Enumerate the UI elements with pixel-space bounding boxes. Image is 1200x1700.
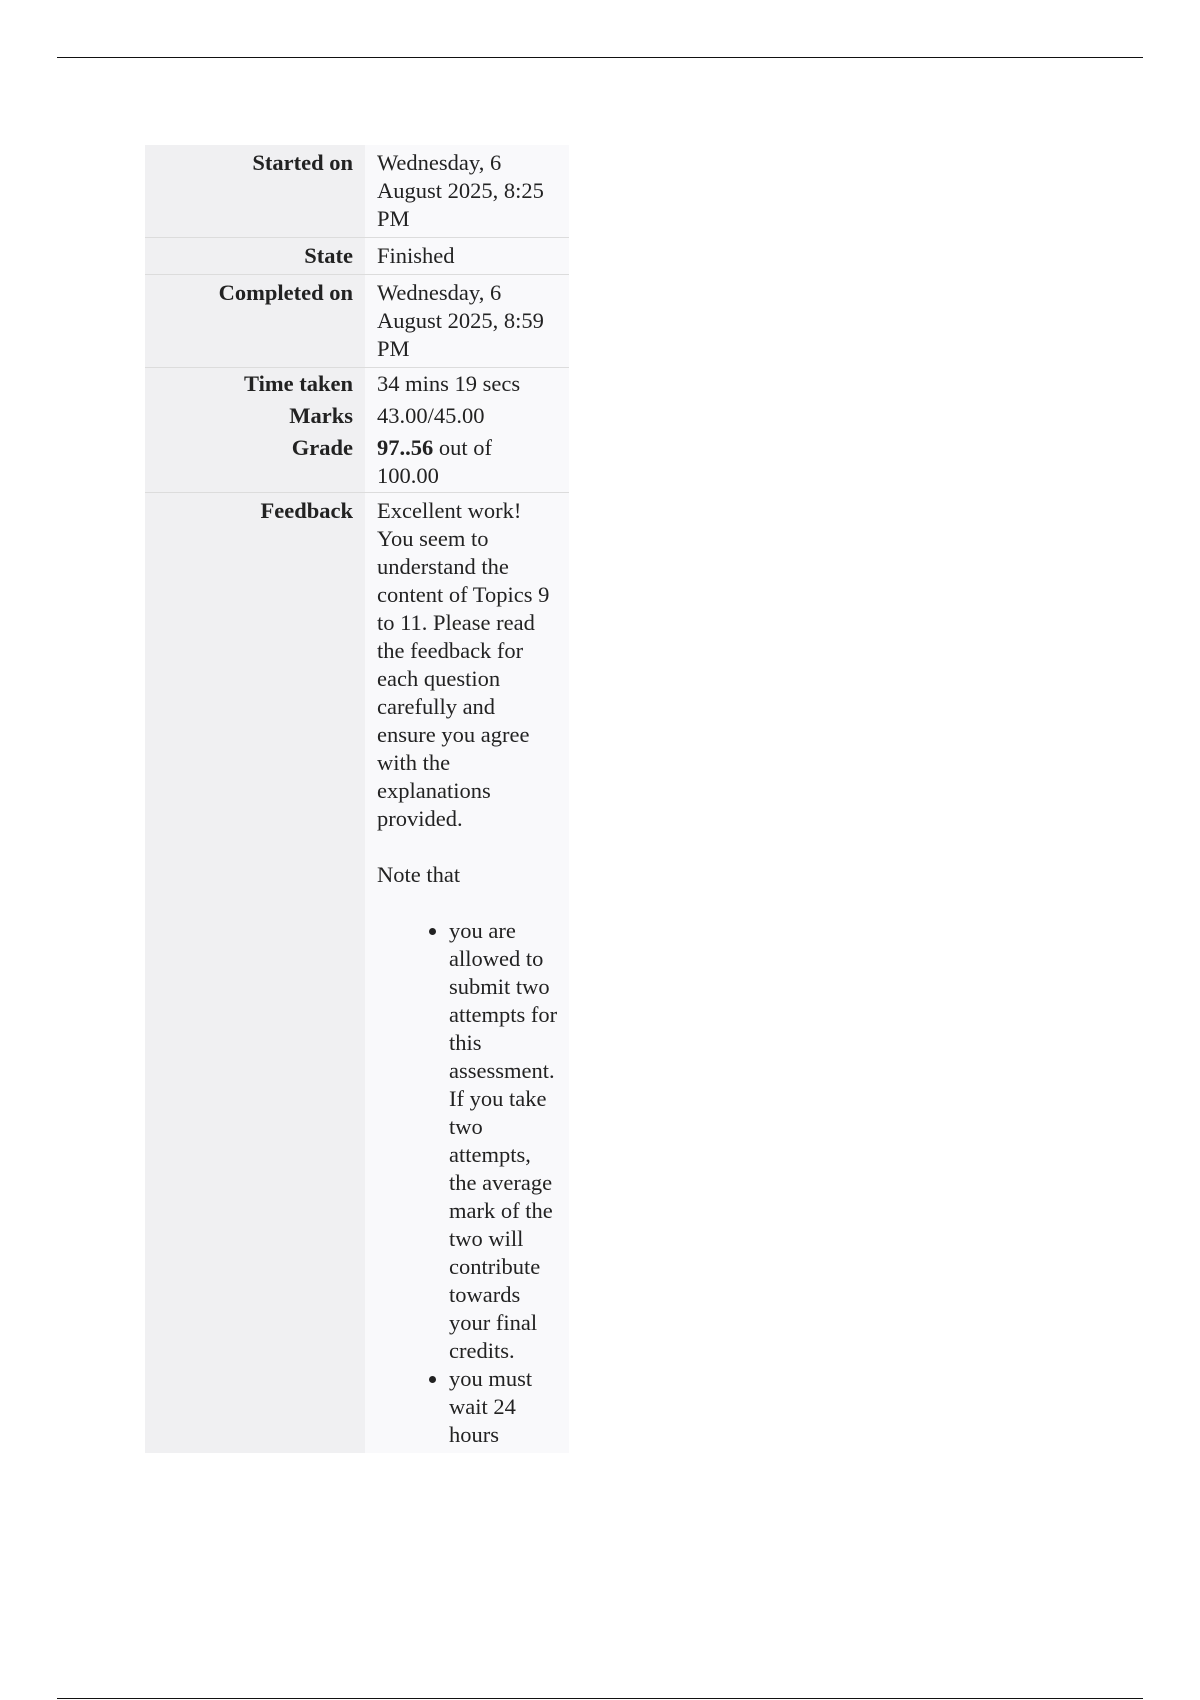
completed-on-value: Wednesday, 6 August 2025, 8:59 PM: [365, 275, 569, 368]
time-taken-label: Time taken: [145, 368, 365, 401]
row-grade: [145, 432, 569, 493]
row-time-taken: [145, 368, 569, 401]
feedback-intro: Excellent work! You seem to understand the content of Topics 9 to 11. Please read the feedback for each question carefully and ensure you agree with the explanations provided.: [377, 498, 550, 831]
row-marks: [145, 400, 569, 432]
grade-suffix: out of 100.00: [377, 435, 492, 488]
quiz-summary-table: [145, 145, 569, 1453]
feedback-bullet: • you must wait 24 hours: [449, 1365, 559, 1449]
feedback-note: Note that: [377, 862, 461, 887]
marks-label: Marks: [145, 400, 365, 432]
started-on-label: Started on: [145, 145, 365, 238]
state-label: State: [145, 238, 365, 275]
footer-rule: [57, 1698, 1143, 1699]
feedback-content: [365, 493, 569, 1454]
feedback-bullet: • you are allowed to submit two attempts for this assessment. If you take two attempts, the average mark of the two will contribute towards your final credits.: [449, 917, 559, 1365]
started-on-value: Wednesday, 6 August 2025, 8:25 PM: [365, 145, 569, 238]
row-feedback: [145, 493, 569, 1454]
grade-label: Grade: [145, 432, 365, 493]
header-rule: [57, 57, 1143, 58]
row-started-on: [145, 145, 569, 238]
feedback-list: [377, 917, 559, 1449]
state-value: Finished: [365, 238, 569, 275]
marks-value: 43.00/45.00: [365, 400, 569, 432]
row-completed-on: [145, 275, 569, 368]
grade-value: [365, 432, 569, 493]
time-taken-value: 34 mins 19 secs: [365, 368, 569, 401]
grade-score: 97..56: [377, 435, 434, 460]
completed-on-label: Completed on: [145, 275, 365, 368]
feedback-label: Feedback: [145, 493, 365, 1454]
row-state: [145, 238, 569, 275]
